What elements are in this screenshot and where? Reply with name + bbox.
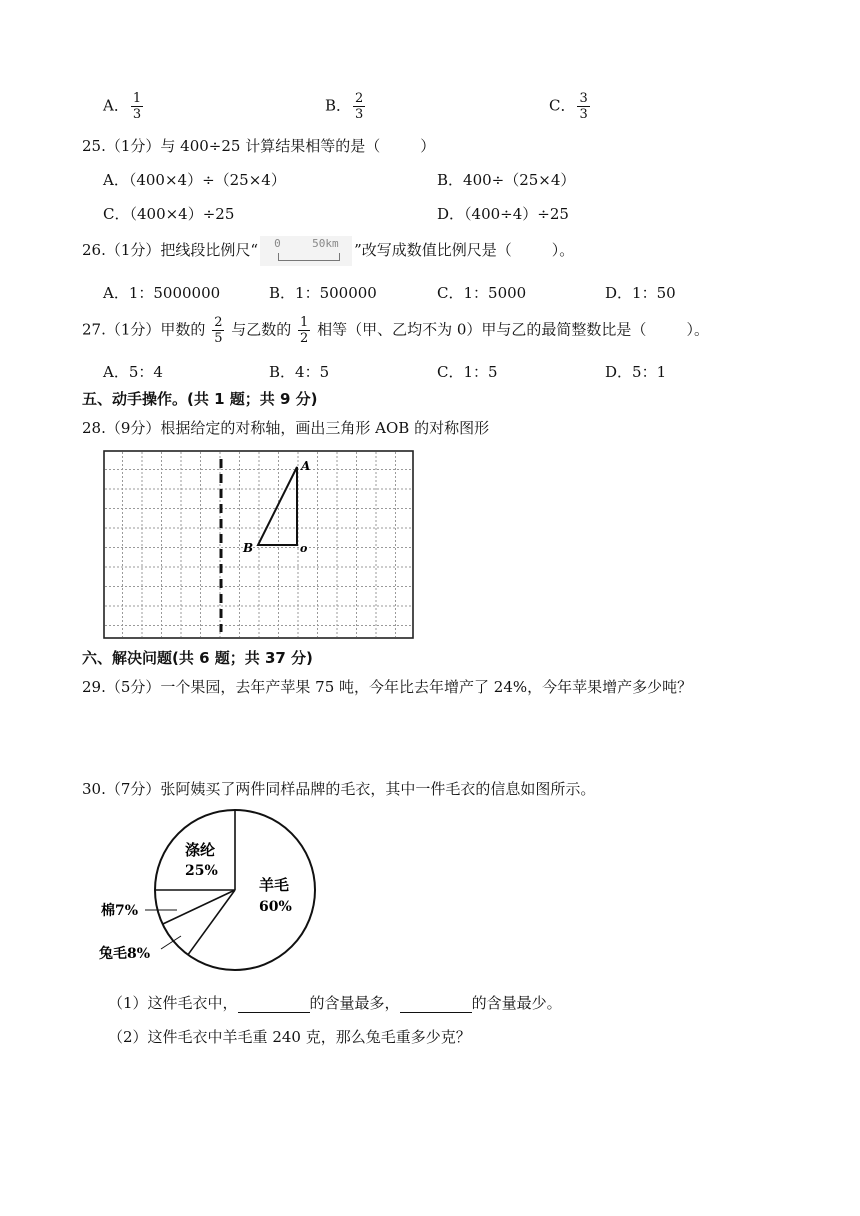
section-heading: 五、动手操作。(共 1 题；共 9 分) — [82, 390, 318, 408]
q25-option-b: B．400÷（25×4） — [437, 171, 576, 189]
q26-option-b: B．1：500000 — [269, 284, 377, 302]
section-heading: 六、解决问题(共 6 题；共 37 分) — [82, 649, 313, 667]
fraction: $\frac{2}{5}$ — [214, 315, 223, 346]
answer-blank[interactable] — [238, 998, 310, 1013]
q26-stem: 26.（1分）把线段比例尺“ 0 50km ”改写成数值比例尺是（ ）。 — [82, 236, 574, 266]
pie-label-polyester-name: 涤纶 — [185, 841, 216, 859]
vertex-o-label: o — [300, 542, 308, 555]
q28-stem: 28.（9分）根据给定的对称轴，画出三角形 AOB 的对称图形 — [82, 419, 490, 437]
q30-stem: 30.（7分）张阿姨买了两件同样品牌的毛衣，其中一件毛衣的信息如图所示。 — [82, 780, 596, 798]
triangle-aob — [258, 467, 297, 545]
q26-option-a: A．1：5000000 — [103, 284, 221, 302]
q25-option-a: A．（400×4）÷（25×4） — [103, 171, 286, 189]
fraction: $\frac{2}{3}$ — [355, 91, 364, 122]
q27-option-d: D．5：1 — [605, 363, 667, 381]
pie-label-polyester-pct: 25% — [185, 863, 218, 879]
q25-option-c: C．（400×4）÷25 — [103, 205, 235, 223]
vertex-a-label: A — [301, 459, 311, 473]
q27-option-a: A．5：4 — [103, 363, 163, 381]
q24-option-a: A． $\frac{1}{3}$ — [103, 91, 142, 122]
q30-sub2: （2）这件毛衣中羊毛重 240 克，那么兔毛重多少克？ — [108, 1028, 471, 1046]
q29-stem: 29.（5分）一个果园，去年产苹果 75 吨，今年比去年增产了 24%，今年苹果增产多少吨？ — [82, 678, 693, 696]
q26-option-c: C．1：5000 — [437, 284, 527, 302]
answer-blank[interactable] — [400, 998, 472, 1013]
q25-option-d: D．（400÷4）÷25 — [437, 205, 569, 223]
q24-option-b: B． $\frac{2}{3}$ — [325, 91, 364, 122]
fraction: $\frac{3}{3}$ — [579, 91, 588, 122]
symmetry-grid-figure — [103, 450, 414, 639]
vertex-b-label: B — [243, 541, 254, 555]
q27-option-b: B．4：5 — [269, 363, 330, 381]
line-scale-image: 0 50km — [260, 236, 352, 266]
q26-option-d: D．1：50 — [605, 284, 676, 302]
pie-chart — [95, 808, 325, 976]
pie-label-cotton: 棉7% — [101, 903, 139, 919]
fraction: $\frac{1}{2}$ — [300, 315, 309, 346]
pie-label-wool-name: 羊毛 — [259, 876, 290, 894]
pie-label-rabbit: 兔毛8% — [99, 946, 151, 962]
q24-option-c: C． $\frac{3}{3}$ — [549, 91, 588, 122]
fraction: $\frac{1}{3}$ — [132, 91, 142, 122]
q30-sub1: （1）这件毛衣中， 的含量最多， 的含量最少。 — [108, 994, 562, 1012]
q27-stem: 27.（1分）甲数的 $\frac{2}{5}$ 与乙数的 $\frac{1}{2}$ 相等（甲、乙均不为 0）甲与乙的最简整数比是（ ）。 — [82, 315, 709, 346]
q27-option-c: C．1：5 — [437, 363, 498, 381]
q25-stem: 25.（1分）与 400÷25 计算结果相等的是（ ） — [82, 137, 436, 155]
pie-label-wool-pct: 60% — [259, 899, 292, 915]
